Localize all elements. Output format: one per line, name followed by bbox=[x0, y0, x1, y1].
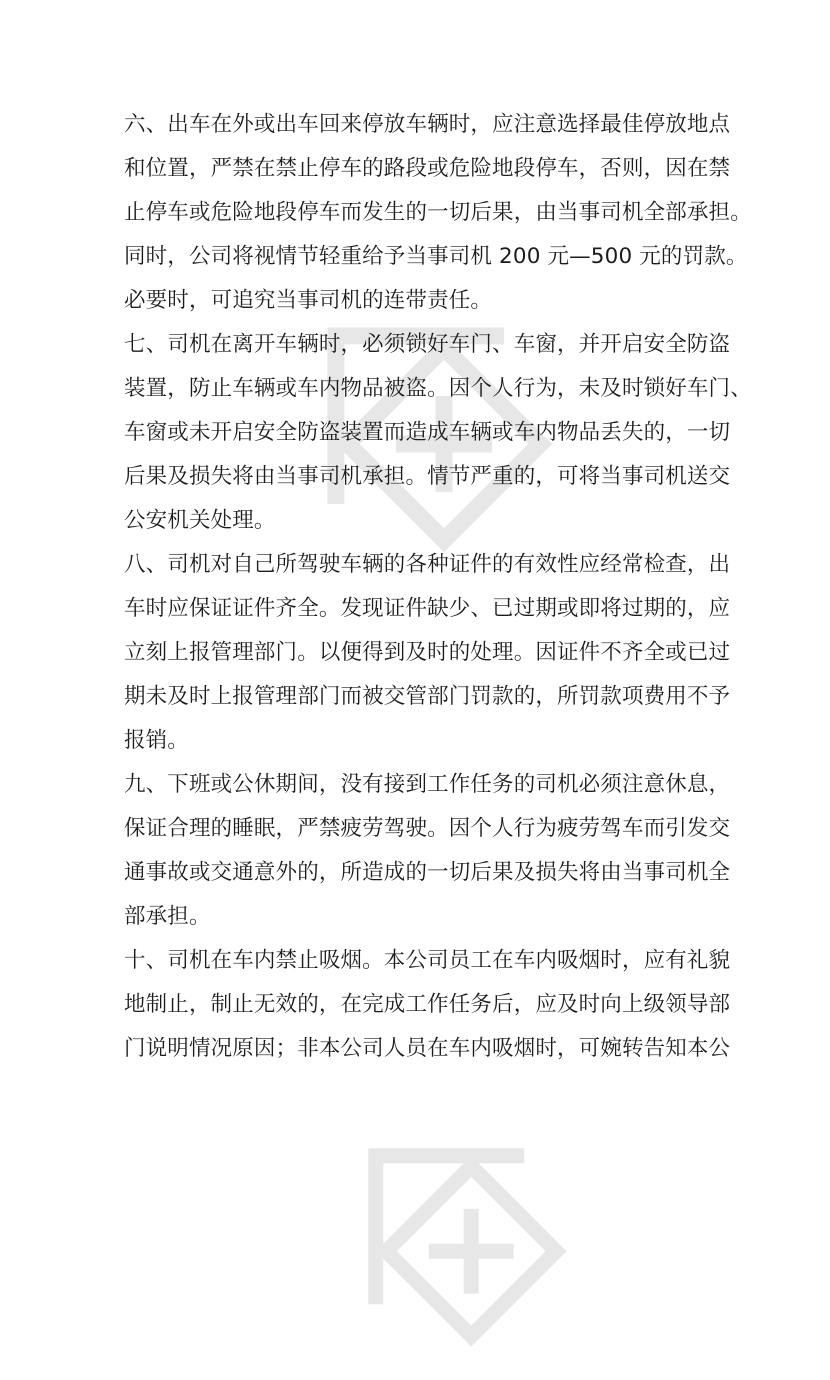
text-line: 七、司机在离开车辆时，必须锁好车门、车窗，并开启安全防盗 bbox=[124, 332, 731, 357]
text-line: 装置，防止车辆或车内物品被盗。因个人行为，未及时锁好车门、 bbox=[124, 376, 752, 401]
text-line: 地制止，制止无效的，在完成工作任务后，应及时向上级领导部 bbox=[124, 992, 731, 1017]
text-line: 车时应保证证件齐全。发现证件缺少、已过期或即将过期的，应 bbox=[124, 596, 731, 621]
text-line: 六、出车在外或出车回来停放车辆时，应注意选择最佳停放地点 bbox=[124, 112, 731, 137]
text-line: 期未及时上报管理部门而被交管部门罚款的，所罚款项费用不予 bbox=[124, 684, 731, 709]
text-line: 和位置，严禁在禁止停车的路段或危险地段停车，否则，因在禁 bbox=[124, 156, 731, 181]
text-line: 保证合理的睡眠，严禁疲劳驾驶。因个人行为疲劳驾车而引发交 bbox=[124, 816, 731, 841]
text-line: 八、司机对自己所驾驶车辆的各种证件的有效性应经常检查，出 bbox=[124, 552, 731, 577]
text-line: 必要时，可追究当事司机的连带责任。 bbox=[124, 288, 493, 313]
text-line: 通事故或交通意外的，所造成的一切后果及损失将由当事司机全 bbox=[124, 860, 731, 885]
document-body bbox=[124, 103, 752, 1071]
text-line: 立刻上报管理部门。以便得到及时的处理。因证件不齐全或已过 bbox=[124, 640, 731, 665]
text-line: 报销。 bbox=[124, 728, 189, 753]
text-line: 部承担。 bbox=[124, 904, 211, 929]
text-line: 同时，公司将视情节轻重给予当事司机 200 元—500 元的罚款。 bbox=[124, 244, 748, 269]
paragraph-7 bbox=[124, 323, 752, 543]
text-line: 公安机关处理。 bbox=[124, 508, 276, 533]
text-line: 止停车或危险地段停车而发生的一切后果，由当事司机全部承担。 bbox=[124, 200, 752, 225]
text-line: 十、司机在车内禁止吸烟。本公司员工在车内吸烟时，应有礼貌 bbox=[124, 948, 731, 973]
paragraph-9 bbox=[124, 763, 731, 939]
paragraph-6 bbox=[124, 103, 752, 323]
text-line: 后果及损失将由当事司机承担。情节严重的，可将当事司机送交 bbox=[124, 464, 731, 489]
watermark-logo-icon bbox=[300, 1080, 600, 1380]
text-line: 门说明情况原因；非本公司人员在车内吸烟时，可婉转告知本公 bbox=[124, 1036, 731, 1061]
text-line: 车窗或未开启安全防盗装置而造成车辆或车内物品丢失的，一切 bbox=[124, 420, 731, 445]
text-line: 九、下班或公休期间，没有接到工作任务的司机必须注意休息， bbox=[124, 772, 731, 797]
paragraph-8 bbox=[124, 543, 731, 763]
paragraph-10 bbox=[124, 939, 731, 1071]
